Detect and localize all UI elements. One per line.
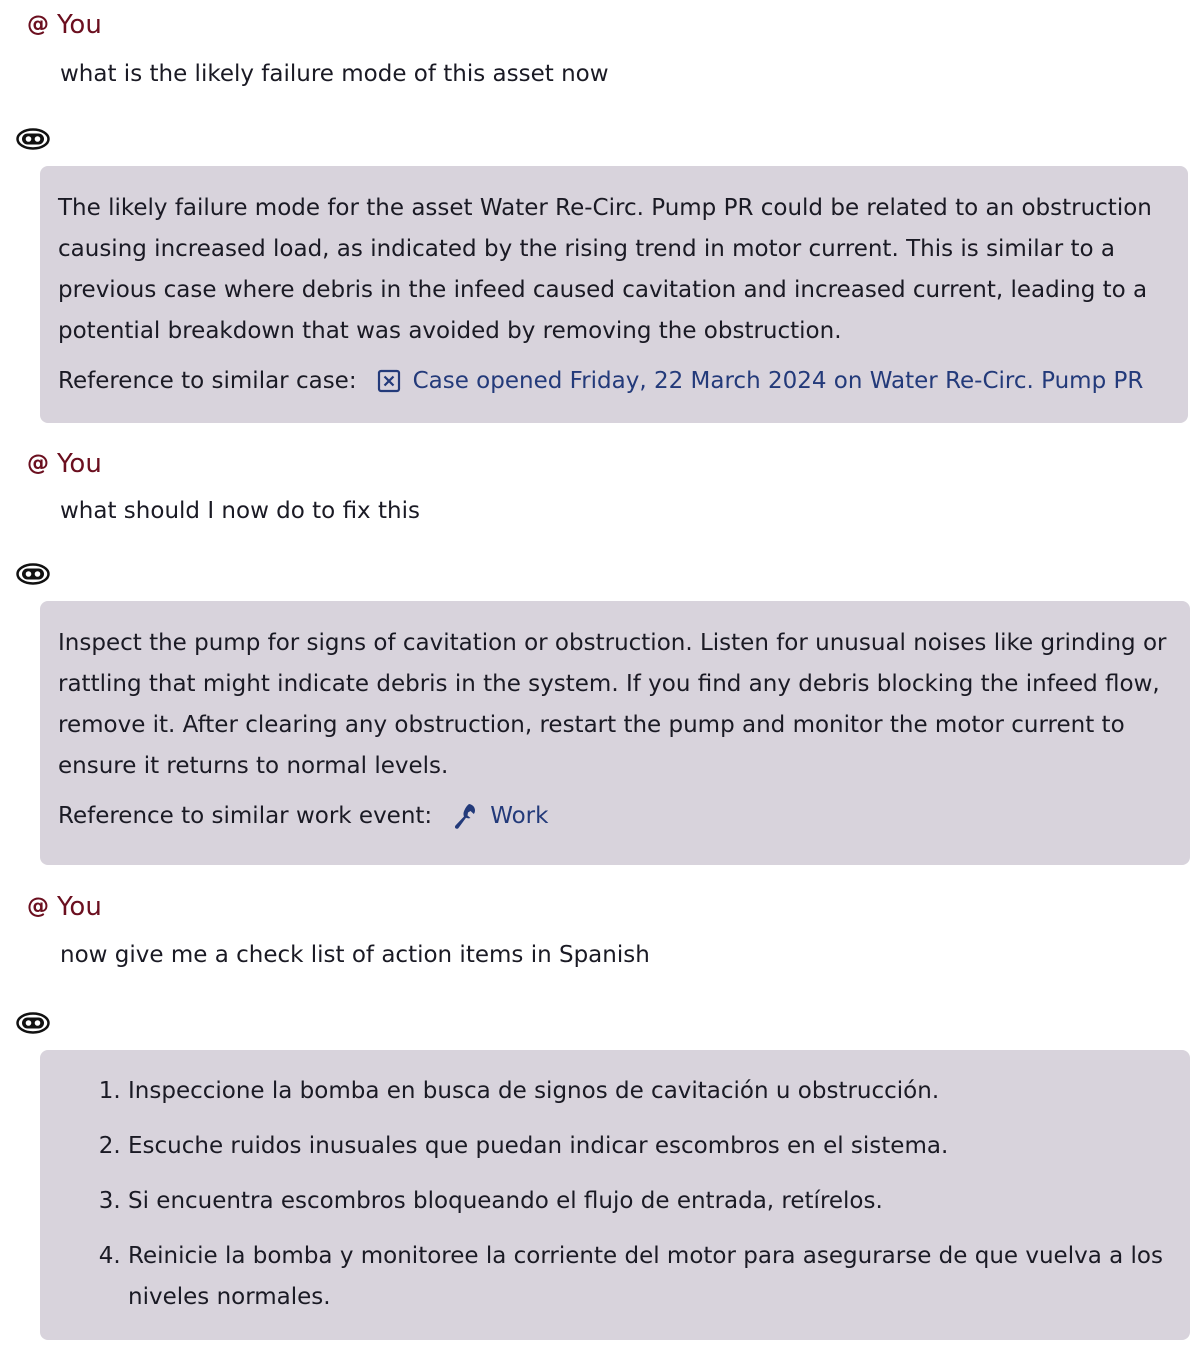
bot-avatar-icon	[16, 128, 50, 150]
bot-response-bubble	[40, 1050, 1190, 1340]
checklist-item: 3. Si encuentra escombros bloqueando el flujo de entrada, retírelos.	[128, 1181, 1172, 1222]
reference-row	[58, 366, 1170, 396]
bot-avatar-icon	[16, 563, 50, 585]
work-reference-link[interactable]	[452, 801, 548, 831]
reference-label: Reference to similar work event:	[58, 803, 433, 829]
at-icon: @	[27, 12, 49, 37]
user-message: what should I now do to fix this	[60, 498, 420, 524]
action-checklist	[58, 1071, 1172, 1318]
reference-row	[58, 801, 1172, 831]
bot-response-text: The likely failure mode for the asset Water Re-Circ. Pump PR could be related to an obstruction causing increased load, as indicated by the rising trend in motor current. This is similar to a previous case where debris in the infeed caused cavitation and increased current, leading to a potential breakdown that was avoided by removing the obstruction.	[58, 195, 1152, 344]
user-message: what is the likely failure mode of this asset now	[60, 61, 609, 87]
at-icon: @	[27, 451, 49, 476]
case-icon	[377, 369, 401, 393]
wrench-icon	[452, 802, 478, 830]
bot-response-bubble	[40, 601, 1190, 865]
user-header	[27, 10, 102, 40]
user-label: You	[57, 449, 102, 479]
at-icon: @	[27, 894, 49, 919]
case-reference-link[interactable]	[377, 366, 1144, 396]
bot-avatar-icon	[16, 1012, 50, 1034]
reference-label: Reference to similar case:	[58, 368, 357, 394]
work-reference-text[interactable]: Work	[490, 803, 549, 829]
user-message: now give me a check list of action items in Spanish	[60, 942, 650, 968]
user-header	[27, 449, 102, 479]
user-header	[27, 892, 102, 922]
checklist-item: 4. Reinicie la bomba y monitoree la corriente del motor para asegurarse de que vuelva a los niveles normales.	[128, 1236, 1172, 1318]
user-label: You	[57, 892, 102, 922]
bot-response-bubble	[40, 166, 1188, 423]
checklist-item: 1. Inspeccione la bomba en busca de signos de cavitación u obstrucción.	[128, 1071, 1172, 1112]
bot-response-text: Inspect the pump for signs of cavitation or obstruction. Listen for unusual noises like grinding or rattling that might indicate debris in the system. If you find any debris blocking the infeed flow, remove it. After clearing any obstruction, restart the pump and monitor the motor current to ensure it returns to normal levels.	[58, 630, 1167, 779]
case-reference-text[interactable]: Case opened Friday, 22 March 2024 on Water Re-Circ. Pump PR	[412, 368, 1144, 394]
user-label: You	[57, 10, 102, 40]
checklist-item: 2. Escuche ruidos inusuales que puedan indicar escombros en el sistema.	[128, 1126, 1172, 1167]
